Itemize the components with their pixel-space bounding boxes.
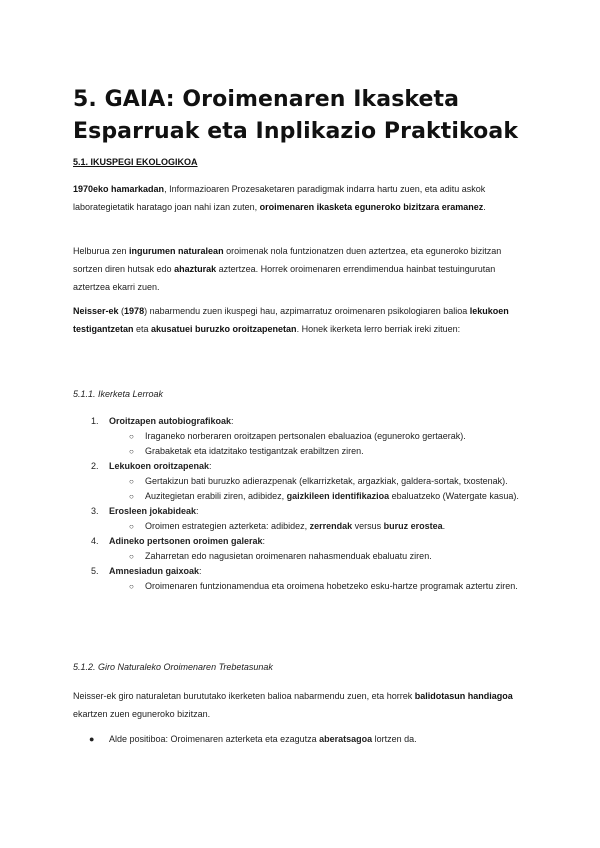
p4-text-2: ekartzen zuen eguneroko bizitzan. [73,709,211,719]
circle-bullet-icon: ○ [129,447,134,456]
p2-bold-1: ingurumen naturalean [129,246,224,256]
list-item-suffix: : [209,461,212,471]
p1-bold-1: 1970eko hamarkadan [73,184,165,194]
sub-item-text: Grabaketak eta idatzitako testigantzak erabiltzen ziren. [145,446,364,456]
circle-bullet-icon: ○ [129,582,134,591]
list-item-title: Erosleen jokabideak [109,506,197,516]
p1-text-1: , Informazioaren Prozesaketaren paradigmak indarra hartu zuen, eta aditu askok laborategietatik haratago joan nahi izan zuten, [73,184,486,212]
sub-item-text: Oroimenaren funtzionamendua eta oroimena hobetzeko esku-hartze programak aztertu ziren. [145,581,518,591]
circle-bullet-icon: ○ [129,492,134,501]
list-item-title: Lekukoen oroitzapenak [109,461,210,471]
title-line-2: Esparruak eta Inplikazio Praktikoak [73,119,519,144]
list-item [73,534,543,549]
p3-bold-1: Neisser-ek [73,306,119,316]
list-item [73,459,543,474]
list-item [73,414,543,429]
p4-text-1: Neisser-ek giro naturaletan burututako ikerketen balioa nabarmendu zuen, eta horrek [73,691,415,701]
page-title [73,84,553,148]
sub-list-item [73,579,543,594]
list-item-title: Amnesiadun gaixoak [109,566,200,576]
list-number: 2. [91,461,99,471]
p4-bold-1: balidotasun handiagoa [414,691,513,701]
circle-bullet-icon: ○ [129,522,134,531]
sub-item-text: Zaharretan edo nagusietan oroimenaren nahasmenduak ebaluatu ziren. [145,551,432,561]
sub-item-bold: gaizkileen identifikazioa [286,491,390,501]
list-number: 4. [91,536,99,546]
list-item [73,564,543,579]
circle-bullet-icon: ○ [129,477,134,486]
list-item-suffix: : [262,536,266,546]
p3-bold-3: lekukoen testigantzetan [73,306,509,334]
title-line-1: 5. GAIA: Oroimenaren Ikasketa [73,87,460,112]
p3-text-4: . Honek ikerketa lerro berriak ireki zituen: [296,324,461,334]
sub-item-text: Iraganeko norberaren oroitzapen pertsonalen ebaluazioa (eguneroko gertaerak). [145,431,466,441]
p3-bold-2: 1978 [124,306,145,316]
list-number: 1. [91,416,99,426]
bullet-bold-1: aberatsagoa [319,734,373,744]
list-number: 5. [91,566,99,576]
paragraph-4 [73,687,533,723]
list-item-title: Oroitzapen autobiografikoak [109,416,232,426]
p2-text-3: aztertzea. Horrek oroimenaren errendimendua hainbat testuingurutan aztertzea ekarri zuen. [73,264,496,292]
sub-list-item [73,549,543,564]
p2-bold-2: ahazturak [174,264,217,274]
subsection-heading-1: 5.1.1. Ikerketa Lerroak [73,389,164,399]
subsection-heading-2: 5.1.2. Giro Naturaleko Oroimenaren Trebetasunak [73,662,273,672]
section-heading: 5.1. IKUSPEGI EKOLOGIKOA [73,157,198,167]
sub-item-text-2: versus [352,521,384,531]
paragraph-3 [73,302,533,338]
sub-list-item [73,489,543,504]
paragraph-1 [73,180,533,216]
p1-text-2: . [483,202,486,212]
list-number: 3. [91,506,99,516]
research-lines-list [73,414,543,594]
circle-bullet-icon: ○ [129,432,134,441]
bullet-item [73,732,543,747]
p1-bold-2: oroimenaren ikasketa eguneroko bizitzara eramanez [259,202,484,212]
p3-text-1: ( [118,306,125,316]
list-item [73,504,543,519]
sub-list-item [73,429,543,444]
p2-text-2: oroimenak nola funtzionatzen duen aztertzea, eta eguneroko bizitzan sortzen diren hutsak edo [73,246,502,274]
sub-list-item [73,519,543,534]
bullet-text-2: lortzen da. [372,734,417,744]
list-item-suffix: : [231,416,234,426]
paragraph-2 [73,242,533,296]
sub-item-text-3: . [442,521,446,531]
circle-bullet-icon: ○ [129,552,134,561]
bullet-text-1: Alde positiboa: Oroimenaren azterketa eta ezagutza [109,734,320,744]
sub-item-text: Gertakizun bati buruzko adierazpenak (elkarrizketak, argazkiak, galdera-sortak, txostenak). [145,476,508,486]
sub-item-text: Auzitegietan erabili ziren, adibidez, [145,491,287,501]
sub-list-item [73,474,543,489]
sub-item-text-2: ebaluatzeko (Watergate kasua). [389,491,519,501]
sub-list-item [73,444,543,459]
bullet-dot-icon: ● [89,734,95,744]
p3-text-3: eta [133,324,152,334]
sub-item-bold-2: buruz erostea [383,521,443,531]
list-item-title: Adineko pertsonen oroimen galerak [109,536,263,546]
sub-item-text: Oroimen estrategien azterketa: adibidez, [145,521,310,531]
sub-item-bold: zerrendak [309,521,353,531]
list-item-suffix: : [199,566,202,576]
p3-text-2: ) nabarmendu zuen ikuspegi hau, azpimarratuz oroimenaren psikologiaren balioa [144,306,470,316]
p2-text-1: Helburua zen [73,246,130,256]
p3-bold-4: akusatuei buruzko oroitzapenetan [151,324,297,334]
list-item-suffix: : [196,506,199,516]
